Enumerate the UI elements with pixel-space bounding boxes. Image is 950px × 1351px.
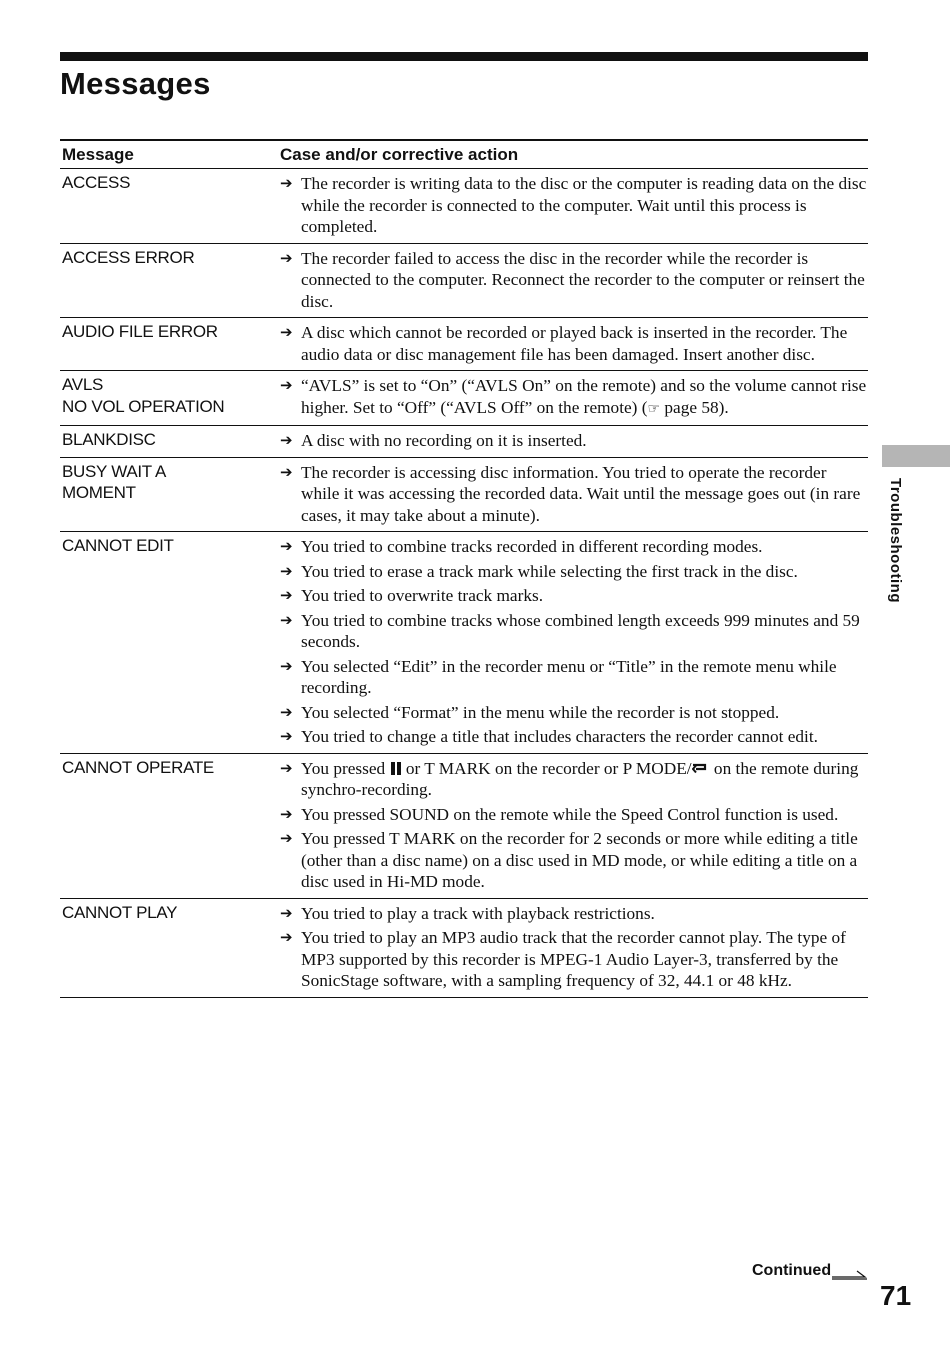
arrow-right-icon: ➔ [280,758,293,777]
action-text: You tried to overwrite track marks. [301,586,544,605]
continued-arrow-icon [832,1268,868,1280]
action-text: or T MARK on the recorder or P MODE/ [405,758,692,778]
arrow-right-icon: ➔ [280,903,293,922]
action-item [278,536,868,558]
action-text: “AVLS” is set to “On” (“AVLS On” on the remote) and so the volume cannot rise higher. Set to “Off” (“AVLS Off” on the remote) ( [301,376,867,417]
action-cell [274,371,868,426]
message-cell [60,318,274,371]
action-text: You tried to erase a track mark while selecting the first track in the disc. [301,561,798,581]
action-cell [274,243,868,318]
action-text: The recorder is accessing disc information. You tried to operate the recorder while it was accessing the recorded data. Wait until the message goes out (in rare cases, it may take about a minute). [301,462,861,525]
action-text: The recorder is writing data to the disc or the computer is reading data on the disc while the recorder is connected to the computer. Wait until this process is completed. [301,174,867,236]
action-item [278,903,868,925]
message-text: CANNOT EDIT [62,536,174,555]
action-item [278,430,868,452]
page-number: 71 [880,1280,912,1311]
action-text: A disc which cannot be recorded or played back is inserted in the recorder. The audio data or disc management file has been damaged. Insert another disc. [301,323,848,364]
action-item [278,462,868,527]
message-cell [60,371,274,426]
action-cell [274,169,868,244]
action-text: You tried to combine tracks whose combined length exceeds 999 minutes and 59 seconds. [301,610,860,651]
action-cell [274,532,868,754]
arrow-right-icon: ➔ [280,804,293,823]
action-text: You pressed T MARK on the recorder for 2 seconds or more while editing a title (other than a disc name) on a disc used in MD mode, or while editing a title on a disc used in Hi-MD mode. [301,829,858,891]
action-text: You pressed SOUND on the remote while the Speed Control function is used. [301,804,839,824]
table-row [60,371,868,426]
action-cell [274,457,868,532]
table-row [60,753,868,898]
page-reference: page 58). [664,397,729,417]
arrow-right-icon: ➔ [280,462,293,481]
action-item [278,173,868,238]
message-text: BUSY WAIT A [62,461,167,481]
arrow-right-icon: ➔ [280,610,293,629]
arrow-right-icon: ➔ [280,702,293,721]
action-item [278,828,868,893]
action-item [278,656,868,699]
continued-label: Continued [752,1262,832,1279]
message-text: AUDIO FILE ERROR [62,322,218,341]
message-cell [60,457,274,532]
message-text: BLANKDISC [62,430,156,449]
message-text: CANNOT OPERATE [62,757,214,777]
repeat-icon [692,763,710,775]
header-action: Case and/or corrective action [274,140,868,169]
action-cell [274,753,868,898]
arrow-right-icon: ➔ [280,561,293,580]
action-text: You tried to play an MP3 audio track that the recorder cannot play. The type of MP3 supported by this recorder is MPEG-1 Audio Layer-3, transferred by the SonicStage software, with a sampling frequency of 32, 44.1 or 48 kHz. [301,928,846,990]
action-cell [274,318,868,371]
section-label: Troubleshooting [887,478,904,603]
arrow-right-icon: ➔ [280,537,293,555]
arrow-right-icon: ➔ [280,928,293,946]
table-row [60,898,868,997]
action-item [278,375,868,420]
action-item [278,561,868,583]
action-item [278,702,868,724]
table-header-row [60,140,868,169]
message-text: CANNOT PLAY [62,902,178,922]
action-item [278,927,868,992]
arrow-right-icon: ➔ [280,586,293,604]
message-cell [60,169,274,244]
action-item [278,726,868,748]
action-item [278,804,868,826]
section-tab [882,445,950,467]
table-row [60,243,868,318]
message-cell [60,753,274,898]
action-text: A disc with no recording on it is inserted. [301,431,587,450]
message-text: MOMENT [62,483,136,502]
table-row [60,426,868,458]
arrow-right-icon: ➔ [280,323,293,341]
message-cell [60,426,274,458]
table-row [60,532,868,754]
table-row [60,318,868,371]
action-text: You pressed [301,758,386,778]
action-text: You tried to change a title that includes characters the recorder cannot edit. [301,727,818,746]
action-text: You selected “Edit” in the recorder menu or “Title” in the remote menu while recording. [301,656,837,697]
action-cell [274,898,868,997]
table-row [60,169,868,244]
top-rule [60,52,868,61]
message-cell [60,898,274,997]
message-text: ACCESS [62,173,131,192]
action-item [278,585,868,607]
action-text: You selected “Format” in the menu while the recorder is not stopped. [301,702,780,722]
action-item [278,248,868,313]
arrow-right-icon: ➔ [280,727,293,745]
message-cell [60,532,274,754]
message-text: NO VOL OPERATION [62,396,225,416]
action-cell [274,426,868,458]
action-text: The recorder failed to access the disc in the recorder while the recorder is connected to the computer. Reconnect the recorder to the computer or reinsert the disc. [301,248,865,311]
message-cell [60,243,274,318]
page-title: Messages [60,66,211,101]
action-text: You tried to play a track with playback restrictions. [301,903,655,923]
arrow-right-icon: ➔ [280,656,293,675]
message-text: AVLS [62,375,104,394]
action-item [278,322,868,365]
action-text: on the remote during synchro-recording. [301,758,859,799]
arrow-right-icon: ➔ [280,829,293,847]
arrow-right-icon: ➔ [280,174,293,192]
message-text: ACCESS ERROR [62,247,195,267]
messages-table [60,139,868,998]
action-item [278,758,868,801]
pause-icon [390,762,402,775]
arrow-right-icon: ➔ [280,431,293,449]
action-text: You tried to combine tracks recorded in different recording modes. [301,537,763,556]
table-row [60,457,868,532]
arrow-right-icon: ➔ [280,376,293,394]
header-message: Message [60,140,274,169]
reference-icon: ☞ [647,400,661,417]
arrow-right-icon: ➔ [280,248,293,267]
action-item [278,610,868,653]
